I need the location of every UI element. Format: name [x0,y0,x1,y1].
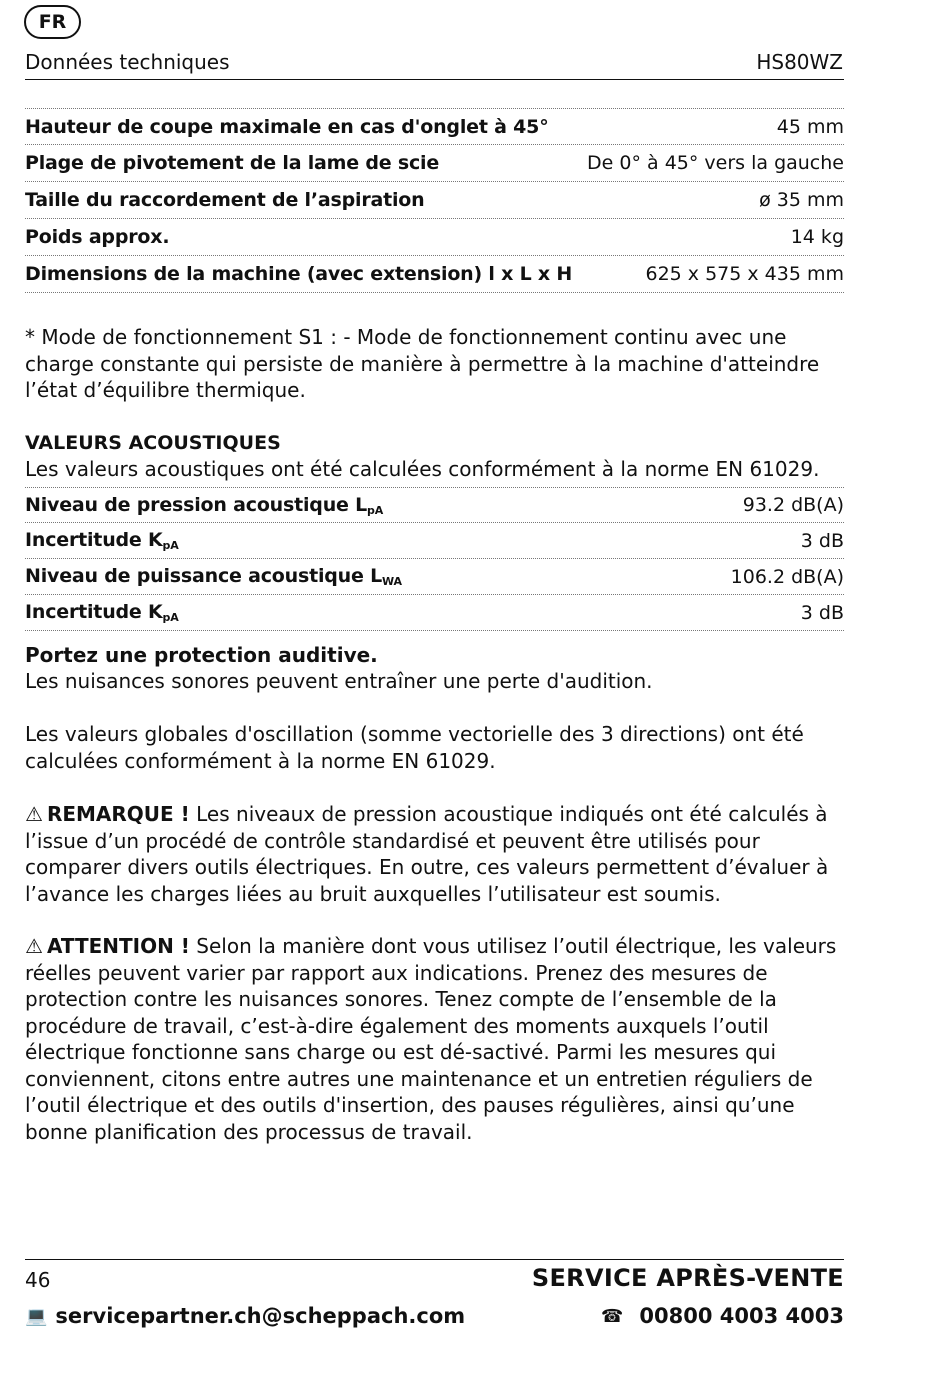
spec-label: Hauteur de coupe maximale en cas d'onglet à 45° [25,115,549,138]
warning-triangle-icon: ⚠ [25,934,43,958]
spec-label: Poids approx. [25,226,170,248]
email-address[interactable]: servicepartner.ch@scheppach.com [55,1304,466,1328]
acoustic-value: 106.2 dB(A) [730,565,844,588]
acoustic-label: Niveau de puissance acoustique $L_{WA}$ [25,565,402,588]
acoustic-value: 93.2 dB(A) [742,494,844,516]
header-divider [25,79,844,80]
laptop-icon: 💻 [25,1305,48,1327]
spec-label: Dimensions de la machine (avec extension) l x L x H [25,263,573,285]
service-title: SERVICE APRÈS-VENTE [531,1264,844,1292]
spec-label: Plage de pivotement de la lame de scie [25,152,440,174]
table-row [25,219,844,256]
table-row [25,145,844,182]
hearing-protection-title: Portez une protection auditive. [25,643,378,667]
acoustic-label: Incertitude $K_{pA}$ [25,601,179,624]
table-row [25,182,844,219]
table-row [25,595,844,631]
spec-value: 625 x 575 x 435 mm [645,263,844,285]
email-contact[interactable] [25,1304,465,1328]
language-code: FR [38,11,67,33]
attention-text: Selon la manière dont vous utilisez l’outil électrique, les valeurs réelles peuvent varier par rapport aux indications. Prenez des mesures de protection contre les nuisances sonores. Tenez compte de l’ensemble de la procédure de travail, c’est-à-dire également des moments auxquels l’outil électrique fonctionne sans charge ou est dé-sactivé. Parmi les mesures qui conviennent, citons entre autres une maintenance et un entretien réguliers de l’outil électrique et des outils d'insertion, des pauses régulières, ainsi qu’une bonne planification des processus de travail. [25,934,837,1144]
table-row [25,108,844,145]
table-row [25,559,844,595]
section-title: Données techniques [25,50,230,74]
attention-label: ⚠ ATTENTION ! [25,934,190,958]
footer-divider [25,1259,844,1260]
acoustic-label: Incertitude $K_{pA}$ [25,529,179,552]
spec-value: 45 mm [776,115,844,138]
spec-label: Taille du raccordement de l’aspiration [25,189,425,211]
acoustic-value: 3 dB [800,529,844,552]
spec-value: 14 kg [790,226,844,248]
specs-table [25,108,844,293]
acoustic-value: 3 dB [800,601,844,624]
page-number: 46 [25,1268,51,1292]
remark-paragraph [25,801,850,907]
table-row [25,523,844,559]
phone-number[interactable]: 00800 4003 4003 [639,1304,844,1328]
attention-paragraph [25,933,850,1145]
acoustic-intro: Les valeurs acoustiques ont été calculées conformément à la norme EN 61029. [25,457,820,481]
warning-triangle-icon: ⚠ [25,802,43,826]
spec-value: De 0° à 45° vers la gauche [587,152,844,174]
hearing-protection-text: Les nuisances sonores peuvent entraîner une perte d'audition. [25,669,653,693]
table-row [25,487,844,523]
phone-icon: ☎ [601,1305,624,1327]
model-number: HS80WZ [756,50,843,74]
acoustic-table [25,487,844,631]
remark-text: Les niveaux de pression acoustique indiqués ont été calculés à l’issue d’un procédé de contrôle standardisé et peuvent être utilisés pour comparer divers outils électriques. En outre, ces valeurs permettent d’évaluer à l’avance les charges liées au bruit auxquelles l’utilisateur est soumis. [25,802,829,906]
language-badge [24,5,81,39]
remark-label: ⚠ REMARQUE ! [25,802,190,826]
vibration-text: Les valeurs globales d'oscillation (somme vectorielle des 3 directions) ont été calculées conformément à la norme EN 61029. [25,722,804,773]
table-row [25,256,844,293]
acoustic-heading: VALEURS ACOUSTIQUES [25,432,281,454]
spec-value: ø 35 mm [759,189,844,211]
acoustic-label: Niveau de pression acoustique $L_{pA}$ [25,493,384,517]
operating-mode-note: * Mode de fonctionnement S1 : - Mode de fonctionnement continu avec une charge constante qui persiste de manière à permettre à la machine d'atteindre l’état d’équilibre thermique. [25,325,820,402]
phone-contact[interactable] [601,1304,844,1328]
